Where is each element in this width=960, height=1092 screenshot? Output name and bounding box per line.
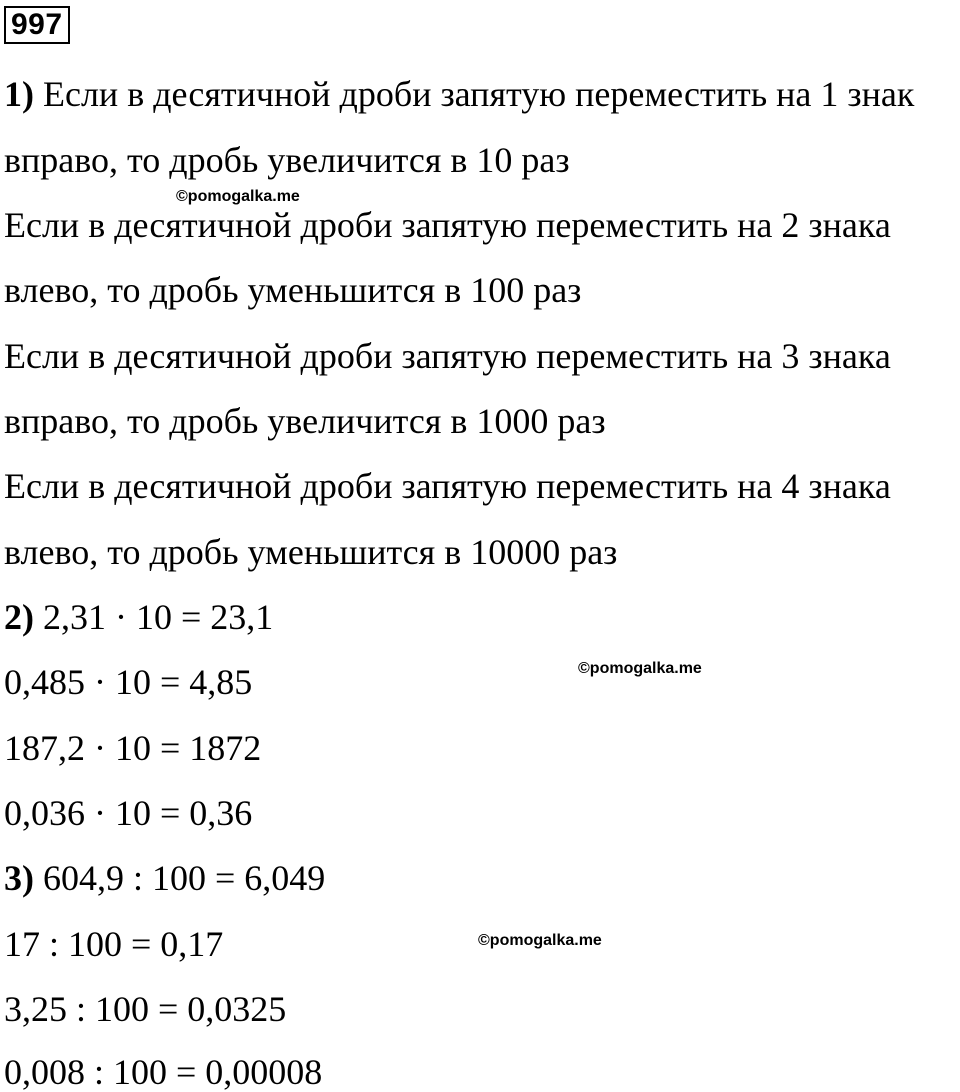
part1-line-2: вправо, то дробь увеличится в 10 раз: [4, 140, 570, 180]
part1-line-6: вправо, то дробь увеличится в 1000 раз: [4, 401, 606, 441]
part1-line-3: Если в десятичной дроби запятую переместить на 2 знака: [4, 205, 891, 245]
part3-line-4: 0,008 : 100 = 0,00008: [4, 1052, 323, 1092]
part1-line-1: [4, 74, 914, 114]
part2-line-1: [4, 597, 273, 637]
part1-line-5: Если в десятичной дроби запятую переместить на 3 знака: [4, 336, 891, 376]
part1-line-4: влево, то дробь уменьшится в 100 раз: [4, 270, 582, 310]
part3-line-3: 3,25 : 100 = 0,0325: [4, 989, 287, 1029]
part1-text-1: Если в десятичной дроби запятую переместить на 1 знак: [43, 74, 915, 114]
problem-number: 997: [4, 6, 70, 44]
part3-label: 3): [4, 858, 34, 898]
part1-line-7: Если в десятичной дроби запятую переместить на 4 знака: [4, 466, 891, 506]
part2-text-1: 2,31 · 10 = 23,1: [43, 597, 274, 637]
watermark: ©pomogalka.me: [176, 188, 300, 205]
part3-line-2: 17 : 100 = 0,17: [4, 924, 224, 964]
part1-label: 1): [4, 74, 34, 114]
part2-line-2: 0,485 · 10 = 4,85: [4, 662, 253, 702]
part2-line-4: 0,036 · 10 = 0,36: [4, 793, 253, 833]
part1-line-8: влево, то дробь уменьшится в 10000 раз: [4, 532, 618, 572]
part2-label: 2): [4, 597, 34, 637]
watermark: ©pomogalka.me: [578, 660, 702, 677]
part3-text-1: 604,9 : 100 = 6,049: [43, 858, 326, 898]
part2-line-3: 187,2 · 10 = 1872: [4, 728, 262, 768]
watermark: ©pomogalka.me: [478, 932, 602, 949]
part3-line-1: [4, 858, 325, 898]
